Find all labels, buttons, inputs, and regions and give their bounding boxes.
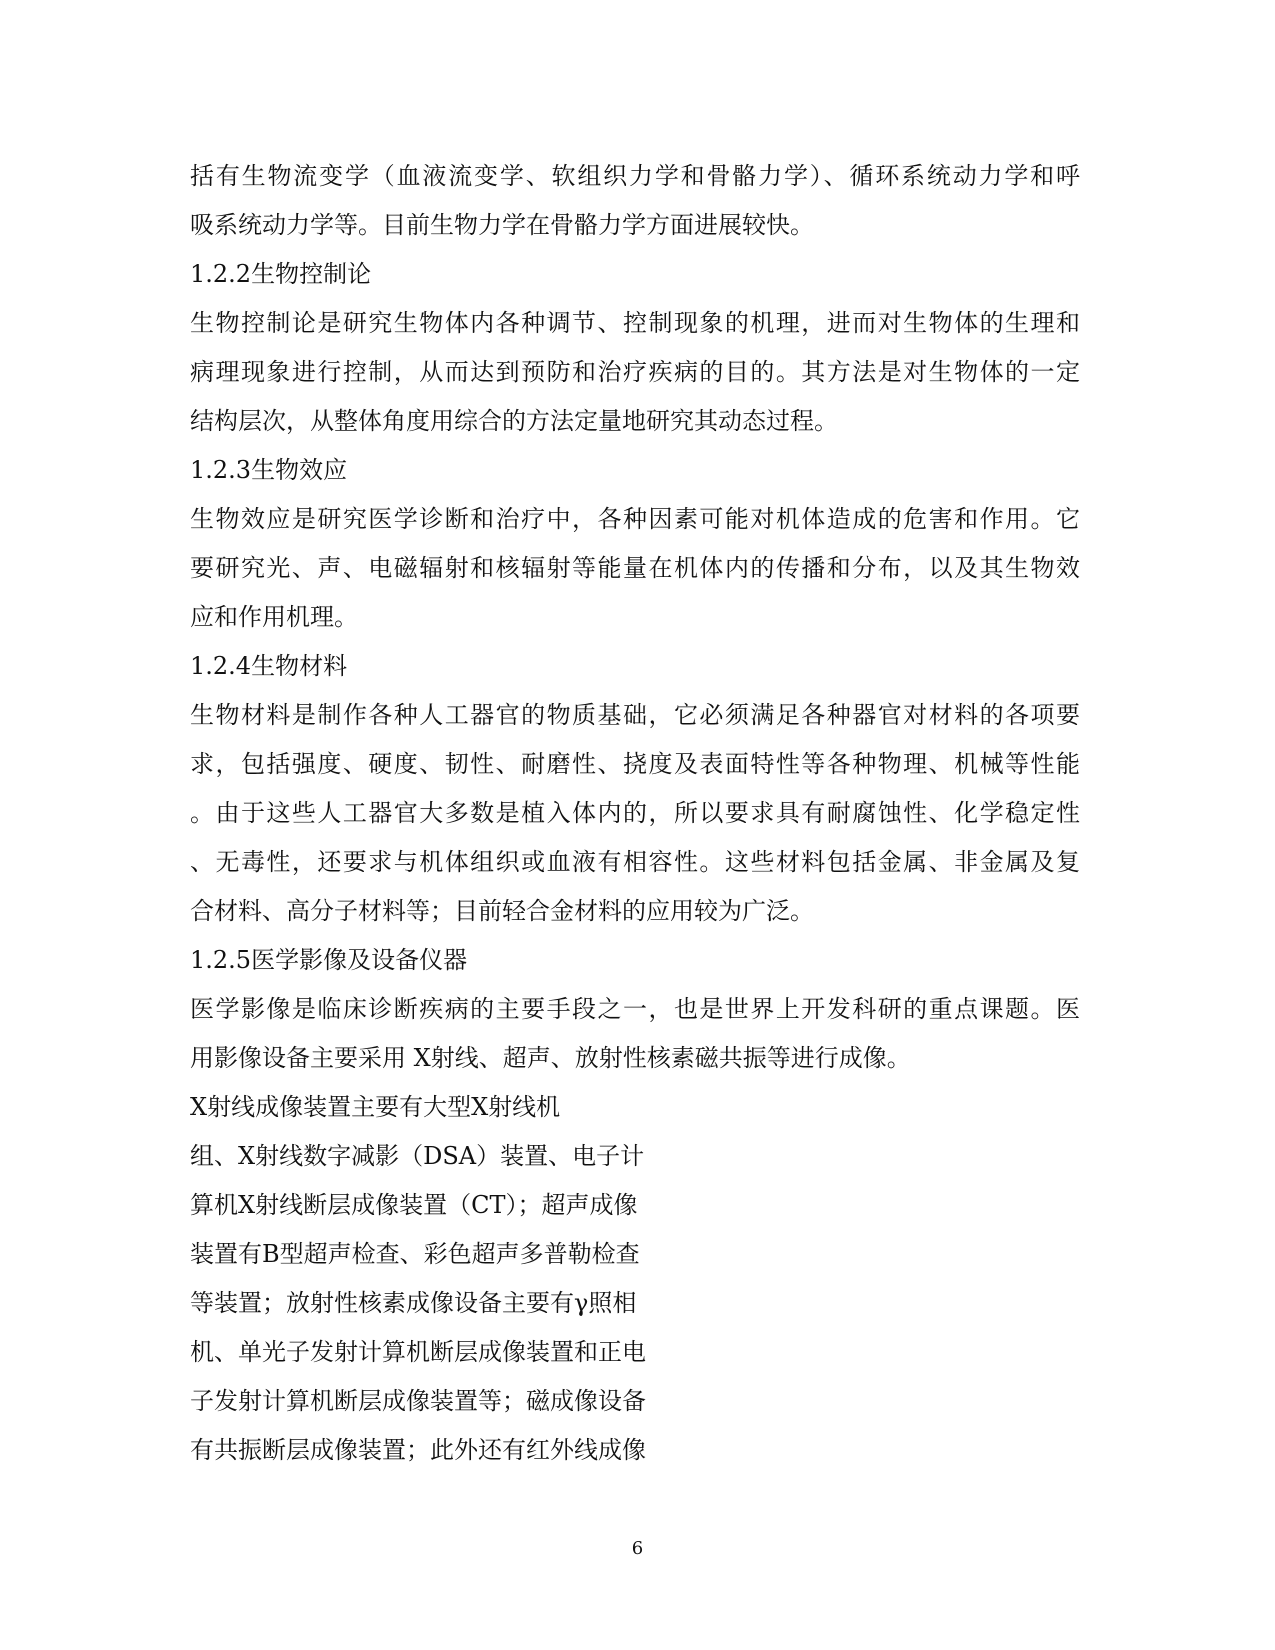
text-line: X射线成像装置主要有大型X射线机: [190, 1093, 561, 1121]
text-line: 括有生物流变学（血液流变学、软组织力学和骨骼力学）、循环系统动力学和呼: [190, 162, 1080, 190]
page-body: [190, 152, 1080, 1475]
text-line: 生物控制论是研究生物体内各种调节、控制现象的机理，进而对生物体的生理和: [190, 309, 1080, 337]
text-line: 吸系统动力学等。目前生物力学在骨骼力学方面进展较快。: [190, 211, 814, 239]
section-heading: 1.2.3生物效应: [190, 456, 348, 484]
text-line: 生物材料是制作各种人工器官的物质基础，它必须满足各种器官对材料的各项要: [190, 701, 1080, 729]
text-line: 病理现象进行控制，从而达到预防和治疗疾病的目的。其方法是对生物体的一定: [190, 358, 1080, 386]
text-line: 子发射计算机断层成像装置等；磁成像设备: [190, 1387, 646, 1415]
page-number: 6: [631, 1538, 644, 1559]
text-line: 用影像设备主要采用 X射线、超声、放射性核素磁共振等进行成像。: [190, 1044, 911, 1072]
text-line: 算机X射线断层成像装置（CT）；超声成像: [190, 1191, 638, 1219]
section-heading: 1.2.4生物材料: [190, 652, 348, 680]
text-line: 。由于这些人工器官大多数是植入体内的，所以要求具有耐腐蚀性、化学稳定性: [190, 799, 1080, 827]
text-line: 、无毒性，还要求与机体组织或血液有相容性。这些材料包括金属、非金属及复: [190, 848, 1080, 876]
text-line: 应和作用机理。: [190, 603, 358, 631]
text-line: 有共振断层成像装置；此外还有红外线成像: [190, 1436, 646, 1464]
text-line: 机、单光子发射计算机断层成像装置和正电: [190, 1338, 646, 1366]
text-line: 求，包括强度、硬度、韧性、耐磨性、挠度及表面特性等各种物理、机械等性能: [190, 750, 1080, 778]
text-line: 医学影像是临床诊断疾病的主要手段之一，也是世界上开发科研的重点课题。医: [190, 995, 1080, 1023]
text-line: 装置有B型超声检查、彩色超声多普勒检查: [190, 1240, 640, 1268]
text-line: 要研究光、声、电磁辐射和核辐射等能量在机体内的传播和分布，以及其生物效: [190, 554, 1080, 582]
text-line: 生物效应是研究医学诊断和治疗中，各种因素可能对机体造成的危害和作用。它: [190, 505, 1080, 533]
section-heading: 1.2.5医学影像及设备仪器: [190, 946, 468, 974]
text-line: 组、X射线数字减影（DSA）装置、电子计: [190, 1142, 645, 1170]
section-heading: 1.2.2生物控制论: [190, 260, 372, 288]
text-line: 等装置；放射性核素成像设备主要有γ照相: [190, 1289, 637, 1317]
text-line: 结构层次，从整体角度用综合的方法定量地研究其动态过程。: [190, 407, 838, 435]
text-line: 合材料、高分子材料等；目前轻合金材料的应用较为广泛。: [190, 897, 814, 925]
